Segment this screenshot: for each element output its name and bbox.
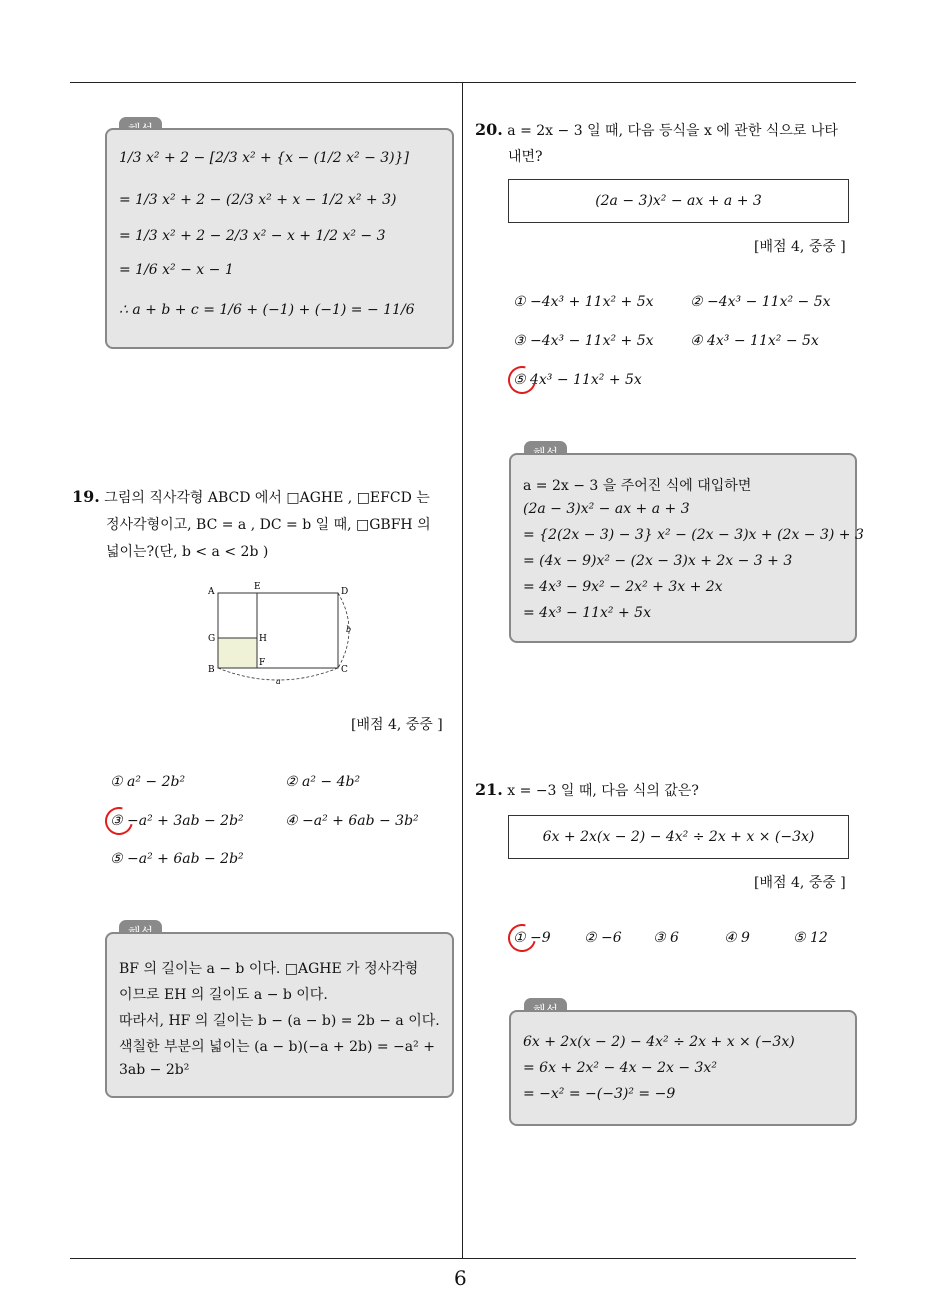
score-difficulty: [배점 4, 중중 ] bbox=[754, 239, 846, 255]
solution-line: = 1/3 x² + 2 − 2/3 x² − x + 1/2 x² − 3 bbox=[119, 228, 386, 244]
choice-1[interactable]: ① −4x³ + 11x² + 5x bbox=[513, 294, 654, 310]
solution-line: 색칠한 부분의 넓이는 (a − b)(−a + 2b) = −a² + bbox=[119, 1039, 435, 1055]
label-A: A bbox=[208, 587, 215, 597]
choice-5[interactable]: ⑤ 12 bbox=[793, 930, 828, 946]
question-20-line-2: 내면? bbox=[508, 149, 543, 165]
question-20-line-1 bbox=[475, 120, 838, 140]
solution-line: = (4x − 9)x² − (2x − 3)x + 2x − 3 + 3 bbox=[523, 553, 793, 569]
solution-line: 3ab − 2b² bbox=[119, 1062, 190, 1078]
solution-line: = {2(2x − 3) − 3} x² − (2x − 3)x + (2x − 3) + 3 bbox=[523, 527, 864, 543]
solution-line: 1/3 x² + 2 − [2/3 x² + {x − (1/2 x² − 3)}] bbox=[119, 150, 409, 166]
label-G: G bbox=[208, 634, 216, 644]
question-number: 19. bbox=[72, 487, 100, 506]
choice-1[interactable]: ① −9 bbox=[513, 930, 551, 946]
choice-2[interactable]: ② a² − 4b² bbox=[285, 774, 361, 790]
question-19-line-1 bbox=[72, 487, 430, 507]
rectangle-figure bbox=[200, 580, 370, 690]
solution-box-21 bbox=[509, 1010, 857, 1126]
choice-2[interactable]: ② −4x³ − 11x² − 5x bbox=[690, 294, 831, 310]
solution-line: = 1/3 x² + 2 − (2/3 x² + x − 1/2 x² + 3) bbox=[119, 192, 397, 208]
solution-line: = 4x³ − 9x² − 2x² + 3x + 2x bbox=[523, 579, 723, 595]
choice-4[interactable]: ④ −a² + 6ab − 3b² bbox=[285, 813, 419, 829]
solution-line: 6x + 2x(x − 2) − 4x² ÷ 2x + x × (−3x) bbox=[523, 1034, 795, 1050]
label-F: F bbox=[259, 658, 266, 668]
label-a: a bbox=[276, 677, 281, 686]
answer-mark bbox=[503, 361, 541, 399]
label-E: E bbox=[254, 582, 261, 592]
label-H: H bbox=[259, 634, 267, 644]
label-b: b bbox=[346, 625, 352, 634]
solution-line: = 1/6 x² − x − 1 bbox=[119, 262, 234, 278]
question-text: x = −3 일 때, 다음 식의 값은? bbox=[507, 783, 699, 799]
question-text: a = 2x − 3 일 때, 다음 등식을 x 에 관한 식으로 나타 bbox=[507, 123, 838, 139]
bottom-rule bbox=[70, 1258, 856, 1259]
question-text: 그림의 직사각형 ABCD 에서 □AGHE , □EFCD 는 bbox=[104, 490, 430, 506]
label-C: C bbox=[341, 665, 348, 675]
solution-line: BF 의 길이는 a − b 이다. □AGHE 가 정사각형 bbox=[119, 961, 419, 977]
expression-box: 6x + 2x(x − 2) − 4x² ÷ 2x + x × (−3x) bbox=[508, 815, 849, 859]
expression-box: (2a − 3)x² − ax + a + 3 bbox=[508, 179, 849, 223]
score-difficulty: [배점 4, 중중 ] bbox=[754, 875, 846, 891]
solution-line: a = 2x − 3 을 주어진 식에 대입하면 bbox=[523, 478, 752, 494]
question-number: 20. bbox=[475, 120, 503, 139]
choice-1[interactable]: ① a² − 2b² bbox=[110, 774, 186, 790]
choice-2[interactable]: ② −6 bbox=[584, 930, 622, 946]
answer-mark bbox=[100, 802, 138, 840]
top-rule bbox=[70, 82, 856, 83]
question-21-line bbox=[475, 780, 699, 800]
solution-line: 따라서, HF 의 길이는 b − (a − b) = 2b − a 이다. bbox=[119, 1013, 440, 1029]
solution-line: = 6x + 2x² − 4x − 2x − 3x² bbox=[523, 1060, 717, 1076]
solution-line: = 4x³ − 11x² + 5x bbox=[523, 605, 651, 621]
solution-line: (2a − 3)x² − ax + a + 3 bbox=[523, 501, 690, 517]
page-number: 6 bbox=[454, 1266, 467, 1290]
solution-line: 이므로 EH 의 길이도 a − b 이다. bbox=[119, 987, 328, 1003]
choice-3[interactable]: ③ 6 bbox=[653, 930, 679, 946]
choice-5[interactable]: ⑤ −a² + 6ab − 2b² bbox=[110, 851, 244, 867]
question-19-line-2: 정사각형이고, BC = a , DC = b 일 때, □GBFH 의 bbox=[106, 517, 431, 533]
solution-line: = −x² = −(−3)² = −9 bbox=[523, 1086, 676, 1102]
solution-box-19 bbox=[105, 932, 454, 1098]
choice-4[interactable]: ④ 9 bbox=[724, 930, 750, 946]
solution-box-20 bbox=[509, 453, 864, 643]
question-number: 21. bbox=[475, 780, 503, 799]
solution-line: ∴ a + b + c = 1/6 + (−1) + (−1) = − 11/6 bbox=[119, 302, 415, 318]
solution-box-18 bbox=[105, 128, 454, 349]
label-B: B bbox=[208, 665, 215, 675]
score-difficulty: [배점 4, 중중 ] bbox=[351, 717, 443, 733]
choice-3[interactable]: ③ −a² + 3ab − 2b² bbox=[110, 813, 244, 829]
label-D: D bbox=[341, 587, 349, 597]
choice-5[interactable]: ⑤ 4x³ − 11x² + 5x bbox=[513, 372, 642, 388]
column-divider bbox=[462, 83, 463, 1258]
answer-mark bbox=[503, 919, 541, 957]
question-19-line-3: 넓이는?(단, b < a < 2b ) bbox=[106, 544, 269, 560]
choice-3[interactable]: ③ −4x³ − 11x² + 5x bbox=[513, 333, 654, 349]
choice-4[interactable]: ④ 4x³ − 11x² − 5x bbox=[690, 333, 819, 349]
